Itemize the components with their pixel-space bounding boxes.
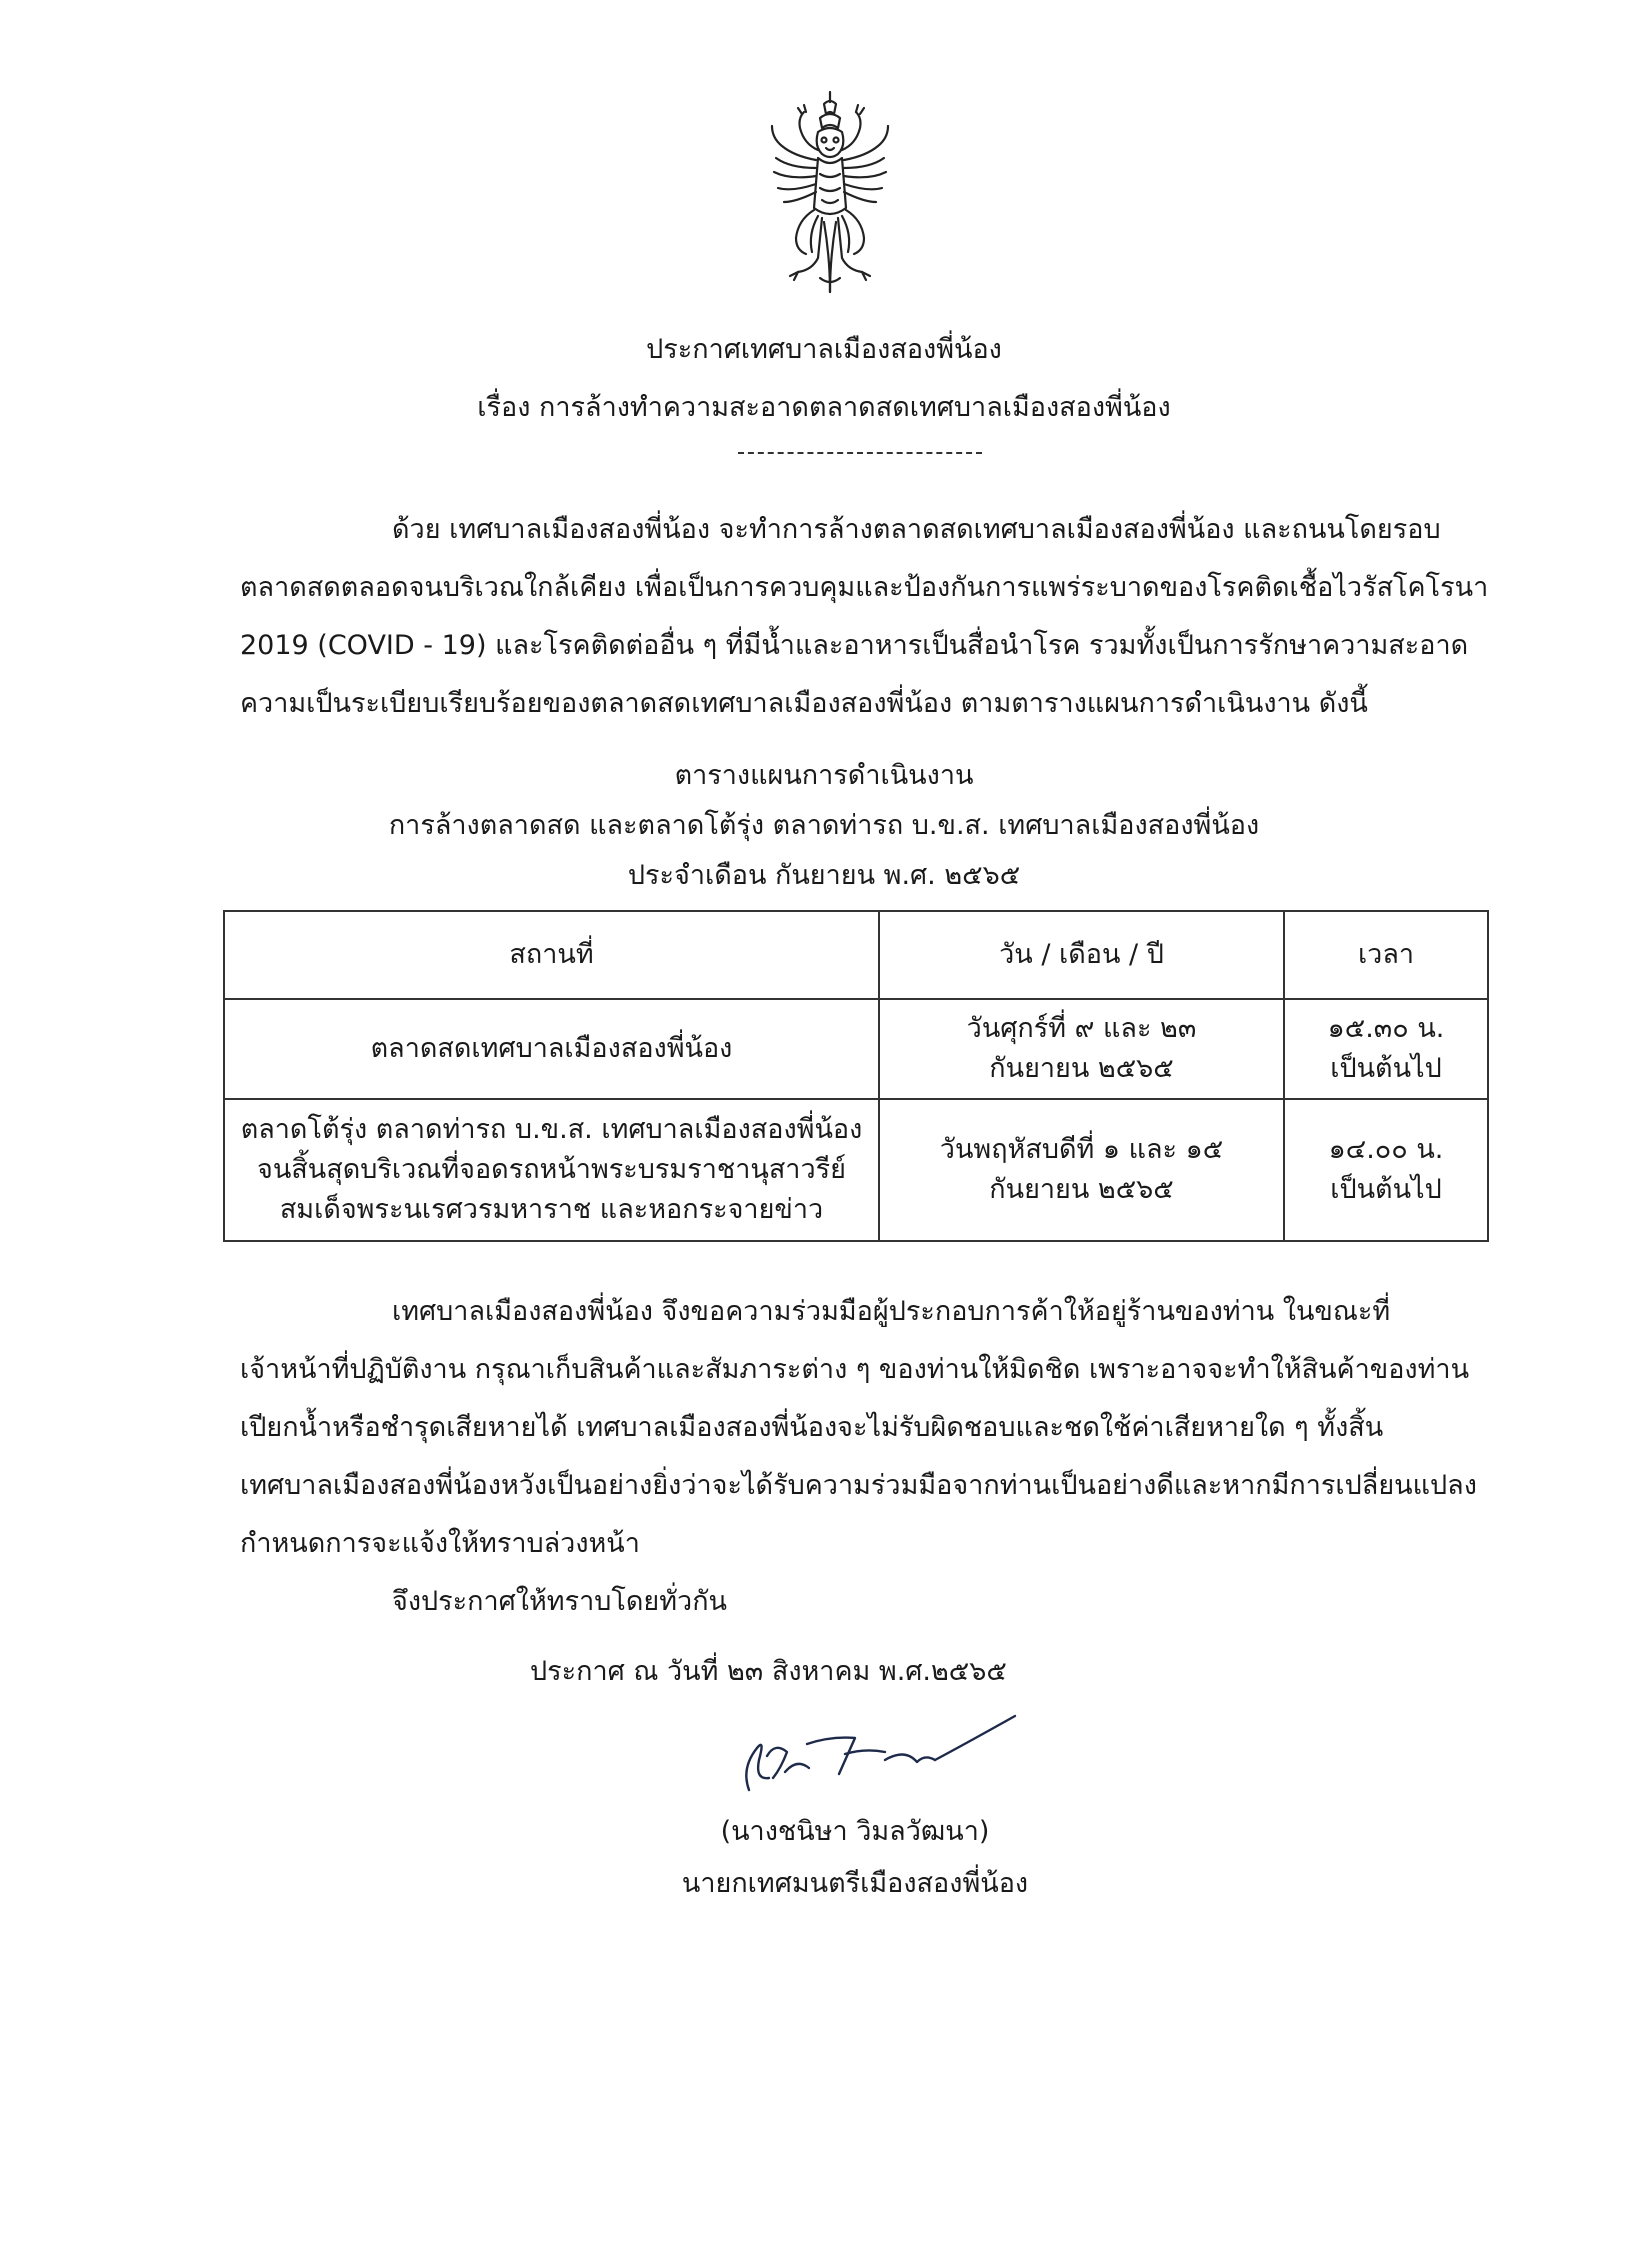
garuda-emblem-icon [768, 88, 892, 298]
schedule-table [223, 910, 1489, 1242]
table-row [224, 999, 1488, 1099]
notice-line-1: เทศบาลเมืองสองพี่น้อง จึงขอความร่วมมือผู้ประกอบการค้าให้อยู่ร้านของท่าน ในขณะที่ [392, 1296, 1391, 1327]
row-place-cell [224, 999, 879, 1099]
cell-text: กันยายน ๒๕๖๕ [989, 1174, 1174, 1205]
row-time-cell [1284, 999, 1488, 1099]
column-header-time: เวลา [1284, 911, 1488, 999]
signatory-name: (นางชนิษา วิมลวัฒนา) [720, 1816, 990, 1847]
column-header-place: สถานที่ [224, 911, 879, 999]
row-time-cell [1284, 1099, 1488, 1241]
notice-line-5: กำหนดการจะแจ้งให้ทราบล่วงหน้า [240, 1528, 640, 1559]
table-header-row [224, 911, 1488, 999]
column-header-date: วัน / เดือน / ปี [879, 911, 1284, 999]
cell-text: วันพฤหัสบดีที่ ๑ และ ๑๕ [939, 1134, 1224, 1165]
row-place-cell [224, 1099, 879, 1241]
intro-line-2: ตลาดสดตลอดจนบริเวณใกล้เคียง เพื่อเป็นการควบคุมและป้องกันการแพร่ระบาดของโรคติดเชื้อไวรัสโคโรนา [240, 572, 1489, 603]
cell-text: ตลาดสดเทศบาลเมืองสองพี่น้อง [370, 1033, 733, 1064]
schedule-title: ตารางแผนการดำเนินงาน [674, 760, 974, 791]
handwritten-signature [735, 1708, 1025, 1798]
cell-text: วันศุกร์ที่ ๙ และ ๒๓ [966, 1013, 1197, 1044]
cell-text: ๑๔.๐๐ น. [1328, 1134, 1444, 1165]
table-row [224, 1099, 1488, 1241]
intro-line-1: ด้วย เทศบาลเมืองสองพี่น้อง จะทำการล้างตลาดสดเทศบาลเมืองสองพี่น้อง และถนนโดยรอบ [392, 514, 1441, 545]
cell-text: ตลาดโต้รุ่ง ตลาดท่ารถ บ.ข.ส. เทศบาลเมืองสองพี่น้อง [240, 1114, 863, 1145]
cell-text: กันยายน ๒๕๖๕ [989, 1053, 1174, 1084]
cell-text: ๑๕.๓๐ น. [1327, 1013, 1445, 1044]
cell-text: สมเด็จพระนเรศวรมหาราช และหอกระจายข่าว [279, 1194, 824, 1225]
notice-line-3: เปียกน้ำหรือชำรุดเสียหายได้ เทศบาลเมืองสองพี่น้องจะไม่รับผิดชอบและชดใช้ค่าเสียหายใด ๆ ทั้งสิ้น [240, 1412, 1384, 1443]
signatory-position: นายกเทศมนตรีเมืองสองพี่น้อง [681, 1868, 1029, 1899]
closing-statement: จึงประกาศให้ทราบโดยทั่วกัน [392, 1586, 727, 1617]
announce-date: ประกาศ ณ วันที่ ๒๓ สิงหาคม พ.ศ.๒๕๖๕ [530, 1656, 1007, 1687]
cell-text: เป็นต้นไป [1330, 1053, 1442, 1084]
cell-text: จนสิ้นสุดบริเวณที่จอดรถหน้าพระบรมราชานุสาวรีย์ [257, 1154, 846, 1185]
notice-line-2: เจ้าหน้าที่ปฏิบัติงาน กรุณาเก็บสินค้าและสัมภาระต่าง ๆ ของท่านให้มิดชิด เพราะอาจจะทำให้สินค้าของท่าน [240, 1354, 1470, 1385]
row-date-cell [879, 1099, 1284, 1241]
intro-line-4: ความเป็นระเบียบเรียบร้อยของตลาดสดเทศบาลเมืองสองพี่น้อง ตามตารางแผนการดำเนินงาน ดังนี้ [240, 688, 1368, 719]
schedule-period: ประจำเดือน กันยายน พ.ศ. ๒๕๖๕ [627, 860, 1021, 891]
notice-line-4: เทศบาลเมืองสองพี่น้องหวังเป็นอย่างยิ่งว่าจะได้รับความร่วมมือจากท่านเป็นอย่างดีและหากมีการเปลี่ยนแปลง [240, 1470, 1477, 1501]
intro-line-3: 2019 (COVID - 19) และโรคติดต่ออื่น ๆ ที่มีน้ำและอาหารเป็นสื่อนำโรค รวมทั้งเป็นการรักษาความสะอาด [240, 630, 1469, 661]
document-subject: เรื่อง การล้างทำความสะอาดตลาดสดเทศบาลเมืองสองพี่น้อง [477, 392, 1171, 423]
header-divider [738, 452, 982, 454]
cell-text: เป็นต้นไป [1330, 1174, 1442, 1205]
row-date-cell [879, 999, 1284, 1099]
schedule-subtitle: การล้างตลาดสด และตลาดโต้รุ่ง ตลาดท่ารถ บ.ข.ส. เทศบาลเมืองสองพี่น้อง [388, 810, 1260, 841]
document-title: ประกาศเทศบาลเมืองสองพี่น้อง [646, 334, 1002, 365]
